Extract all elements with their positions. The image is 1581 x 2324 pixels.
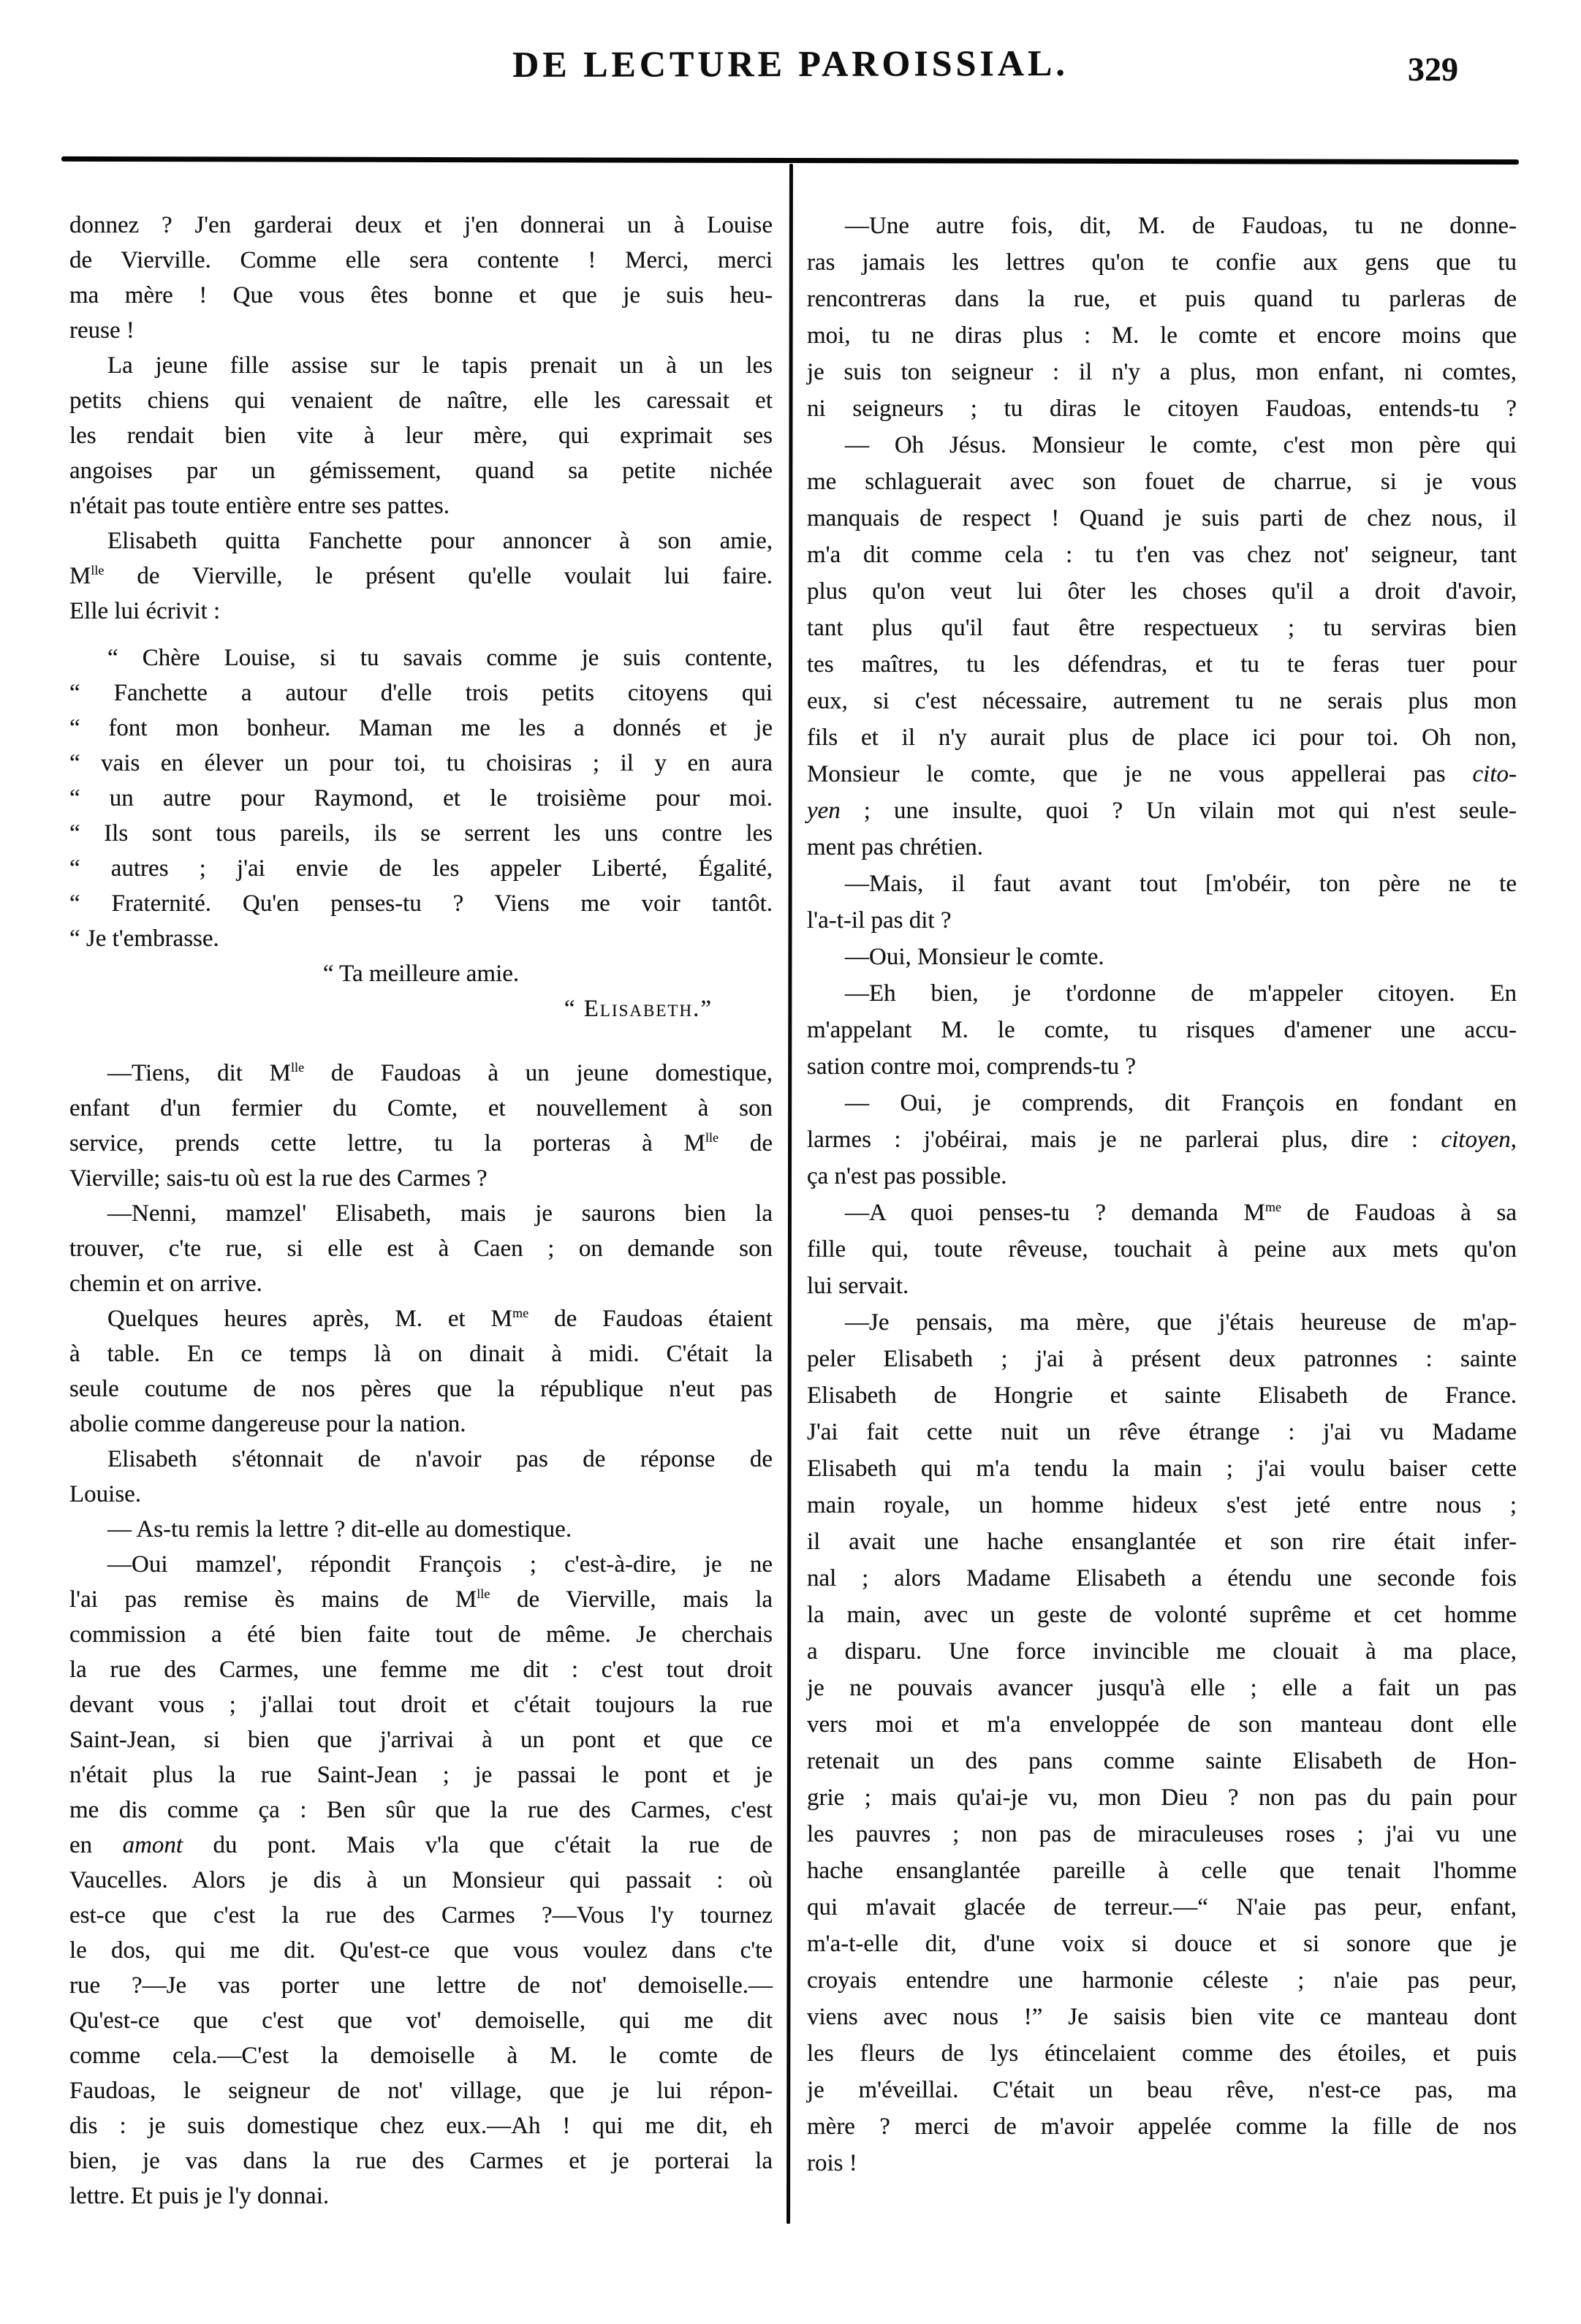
text-line: en amont du pont. Mais v'la que c'était la rue de [69, 1832, 773, 1858]
text-line: les fleurs de lys étincelaient comme des étoiles, et puis [807, 2040, 1517, 2067]
text-column-left [69, 208, 773, 2214]
text-line: “ un autre pour Raymond, et le troisième pour moi. [69, 785, 773, 811]
column-divider-rule [786, 164, 793, 2224]
text-line: Qu'est-ce que c'est que vot' demoiselle, qui me dit [69, 2007, 773, 2034]
text-line: les rendait bien vite à leur mère, qui exprimait ses [69, 423, 773, 449]
text-line: la rue des Carmes, une femme me dit : c'est tout droit [69, 1657, 773, 1683]
text-line: hache ensanglantée pareille à celle que tenait l'homme [807, 1858, 1517, 1884]
text-line: —Je pensais, ma mère, que j'étais heureuse de m'ap- [845, 1309, 1517, 1336]
text-line: “ Fraternité. Qu'en penses-tu ? Viens me voir tantôt. [69, 890, 773, 917]
text-line: lettre. Et puis je l'y donnai. [69, 2183, 330, 2209]
text-line: reuse ! [69, 317, 134, 344]
text-line: abolie comme dangereuse pour la nation. [69, 1411, 466, 1437]
text-line: je ne pouvais avancer jusqu'à elle ; elle a fait un pas [807, 1675, 1517, 1701]
text-line: rue ?—Je vas porter une lettre de not' demoiselle.— [69, 1972, 773, 1999]
text-line: bien, je vas dans la rue des Carmes et je porterai la [69, 2148, 773, 2174]
text-line: —Nenni, mamzel' Elisabeth, mais je saurons bien la [107, 1200, 773, 1227]
text-line: “ autres ; j'ai envie de les appeler Liberté, Égalité, [69, 855, 773, 882]
text-line: le dos, qui me dit. Qu'est-ce que vous voulez dans c'te [69, 1937, 773, 1964]
text-line: n'était pas toute entière entre ses pattes. [69, 493, 450, 519]
text-line: donnez ? J'en garderai deux et j'en donnerai un à Louise [69, 212, 773, 238]
text-line: — Oh Jésus. Monsieur le comte, c'est mon père qui [845, 432, 1517, 458]
text-line: rencontreras dans la rue, et puis quand tu parleras de [807, 286, 1517, 312]
text-line: eux, si c'est nécessaire, autrement tu ne serais plus mon [807, 688, 1517, 714]
text-line: main royale, un homme hideux s'est jeté entre nous ; [807, 1492, 1517, 1518]
text-line: viens avec nous !” Je saisis bien vite ce manteau dont [807, 2004, 1517, 2030]
text-line: comme cela.—C'est la demoiselle à M. le comte de [69, 2043, 773, 2069]
page-title: DE LECTURE PAROISSIAL. [512, 42, 1069, 85]
text-line: mère ? merci de m'avoir appelée comme la fille de nos [807, 2113, 1517, 2140]
text-line: à table. En ce temps là on dinait à midi. C'était la [69, 1341, 773, 1367]
text-line: lui servait. [807, 1273, 909, 1299]
text-line: qui m'avait glacée de terreur.—“ N'aie pas peur, enfant, [807, 1894, 1517, 1920]
text-line: ni seigneurs ; tu diras le citoyen Faudoas, entends-tu ? [807, 395, 1517, 422]
text-line: la main, avec un geste de volonté suprême et cet homme [807, 1602, 1517, 1628]
text-line: devant vous ; j'allai tout droit et c'était toujours la rue [69, 1692, 773, 1718]
text-column-right [807, 208, 1517, 2181]
text-line: peler Elisabeth ; j'ai à présent deux patronnes : sainte [807, 1346, 1517, 1372]
text-line: service, prends cette lettre, tu la porteras à $M^{lle}$ de [69, 1130, 773, 1157]
text-line: trouver, c'te rue, si elle est à Caen ; on demande son [69, 1235, 773, 1262]
text-line: je m'éveillai. C'était un beau rêve, n'est-ce pas, ma [807, 2077, 1517, 2103]
text-line: —A quoi penses-tu ? demanda $M^{me}$ de Faudoas à sa [845, 1200, 1517, 1226]
text-line: fille qui, toute rêveuse, touchait à peine aux mets qu'on [807, 1236, 1517, 1263]
text-line: Elisabeth de Hongrie et sainte Elisabeth de France. [807, 1382, 1517, 1409]
text-line: nal ; alors Madame Elisabeth a étendu une seconde fois [807, 1565, 1517, 1591]
text-line: l'a-t-il pas dit ? [807, 907, 952, 934]
text-line: m'a-t-elle dit, d'une voix si douce et si sonore que je [807, 1931, 1517, 1957]
text-line: vers moi et m'a enveloppée de son manteau dont elle [807, 1711, 1517, 1738]
text-line: “ Je t'embrasse. [69, 926, 219, 952]
text-line: Elisabeth quitta Fanchette pour annoncer à son amie, [107, 528, 773, 554]
text-line: ma mère ! Que vous êtes bonne et que je suis heu- [69, 282, 773, 309]
text-line: croyais entendre une harmonie céleste ; n'aie pas peur, [807, 1967, 1517, 1994]
text-line: chemin et on arrive. [69, 1271, 262, 1297]
text-line: tant plus qu'il faut être respectueux ; tu serviras bien [807, 615, 1517, 641]
text-line: “ Chère Louise, si tu savais comme je suis contente, [107, 645, 773, 671]
text-line: “ Fanchette a autour d'elle trois petits citoyens qui [69, 680, 773, 706]
text-line: dis : je suis domestique chez eux.—Ah ! qui me dit, eh [69, 2113, 773, 2139]
text-line: de Vierville. Comme elle sera contente ! Merci, merci [69, 247, 773, 273]
text-line: Vierville; sais-tu où est la rue des Carmes ? [69, 1165, 488, 1192]
text-line: —Eh bien, je t'ordonne de m'appeler citoyen. En [845, 980, 1517, 1007]
text-line: il avait une hache ensanglantée et son rire était infer- [807, 1529, 1517, 1555]
text-line: a disparu. Une force invincible me clouait à ma place, [807, 1638, 1517, 1665]
text-line: angoises par un gémissement, quand sa petite nichée [69, 458, 773, 484]
text-line: moi, tu ne diras plus : M. le comte et encore moins que [807, 322, 1517, 349]
page-number: 329 [1408, 50, 1458, 88]
text-line: retenait un des pans comme sainte Elisabeth de Hon- [807, 1748, 1517, 1774]
text-line: me schlaguerait avec son fouet de charrue, si je vous [807, 469, 1517, 495]
text-line: je suis ton seigneur : il n'y a plus, mon enfant, ni comtes, [807, 359, 1517, 385]
text-line: petits chiens qui venaient de naître, elle les caressait et [69, 387, 773, 414]
text-line: — As-tu remis la lettre ? dit-elle au domestique. [107, 1516, 572, 1543]
text-line: Faudoas, le seigneur de not' village, que je lui répon- [69, 2078, 773, 2104]
text-line: Monsieur le comte, que je ne vous appellerai pas cito- [807, 761, 1517, 787]
text-line: $M^{lle}$ de Vierville, le présent qu'elle voulait lui faire. [69, 563, 773, 589]
text-line: manquais de respect ! Quand je suis parti de chez nous, il [807, 505, 1517, 531]
text-line: n'était plus la rue Saint-Jean ; je passai le pont et je [69, 1762, 773, 1788]
text-line: me dis comme ça : Ben sûr que la rue des Carmes, c'est [69, 1797, 773, 1823]
text-line: les pauvres ; non pas de miraculeuses roses ; j'ai vu une [807, 1821, 1517, 1847]
text-line: “ font mon bonheur. Maman me les a donnés et je [69, 715, 773, 741]
text-line: —Mais, il faut avant tout [m'obéir, ton père ne te [845, 871, 1517, 897]
text-line: — Oui, je comprends, dit François en fondant en [845, 1090, 1517, 1116]
text-line: ça n'est pas possible. [807, 1163, 1007, 1189]
text-line: “ vais en élever un pour toi, tu choisiras ; il y en aura [69, 750, 773, 776]
text-line: —Oui mamzel', répondit François ; c'est-à-dire, je ne [107, 1551, 773, 1578]
text-line: seule coutume de nos pères que la république n'eut pas [69, 1376, 773, 1402]
text-line: Elle lui écrivit : [69, 598, 221, 624]
text-line: Vaucelles. Alors je dis à un Monsieur qui passait : où [69, 1867, 773, 1893]
text-line: Elisabeth qui m'a tendu la main ; j'ai voulu baiser cette [807, 1456, 1517, 1482]
text-line: tes maîtres, tu les défendras, et tu te feras tuer pour [807, 651, 1517, 678]
text-line: Quelques heures après, M. et $M^{me}$ de Faudoas étaient [107, 1306, 773, 1332]
text-line: m'appelant M. le comte, tu risques d'amener une accu- [807, 1017, 1517, 1043]
text-line: —Tiens, dit $M^{lle}$ de Faudoas à un jeune domestique, [107, 1060, 773, 1086]
text-line: Elisabeth s'étonnait de n'avoir pas de réponse de [107, 1446, 773, 1472]
text-line: Louise. [69, 1481, 142, 1507]
text-line: m'a dit comme cela : tu t'en vas chez not' seigneur, tant [807, 542, 1517, 568]
text-line: commission a été bien faite tout de même. Je cherchais [69, 1621, 773, 1648]
text-line: —Oui, Monsieur le comte. [845, 944, 1104, 970]
text-line: fils et il n'y aurait plus de place ici pour toi. Oh non, [807, 724, 1517, 751]
text-line: grie ; mais qu'ai-je vu, mon Dieu ? non pas du pain pour [807, 1784, 1517, 1811]
text-line: yen ; une insulte, quoi ? Un vilain mot qui n'est seule- [807, 798, 1517, 824]
text-line: l'ai pas remise ès mains de $M^{lle}$ de Vierville, mais la [69, 1586, 773, 1613]
text-line: J'ai fait cette nuit un rêve étrange : j'ai vu Madame [807, 1419, 1517, 1445]
text-line: “ Elisabeth.” [564, 996, 713, 1022]
text-line: sation contre moi, comprends-tu ? [807, 1053, 1136, 1080]
text-line: est-ce que c'est la rue des Carmes ?—Vous l'y tournez [69, 1902, 773, 1929]
text-line: —Une autre fois, dit, M. de Faudoas, tu ne donne- [845, 213, 1517, 239]
text-line: “ Ta meilleure amie. [322, 961, 520, 987]
text-line: enfant d'un fermier du Comte, et nouvellement à son [69, 1095, 773, 1121]
text-line: ras jamais les lettres qu'on te confie aux gens que tu [807, 249, 1517, 276]
text-line: La jeune fille assise sur le tapis prenait un à un les [107, 352, 773, 379]
text-line: Saint-Jean, si bien que j'arrivai à un pont et que ce [69, 1727, 773, 1753]
text-line: rois ! [807, 2150, 857, 2176]
text-line: plus qu'on veut lui ôter les choses qu'il a droit d'avoir, [807, 578, 1517, 605]
text-line: “ Ils sont tous pareils, ils se serrent les uns contre les [69, 820, 773, 847]
text-line: ment pas chrétien. [807, 834, 983, 860]
text-line: larmes : j'obéirai, mais je ne parlerai plus, dire : citoyen, [807, 1127, 1517, 1153]
